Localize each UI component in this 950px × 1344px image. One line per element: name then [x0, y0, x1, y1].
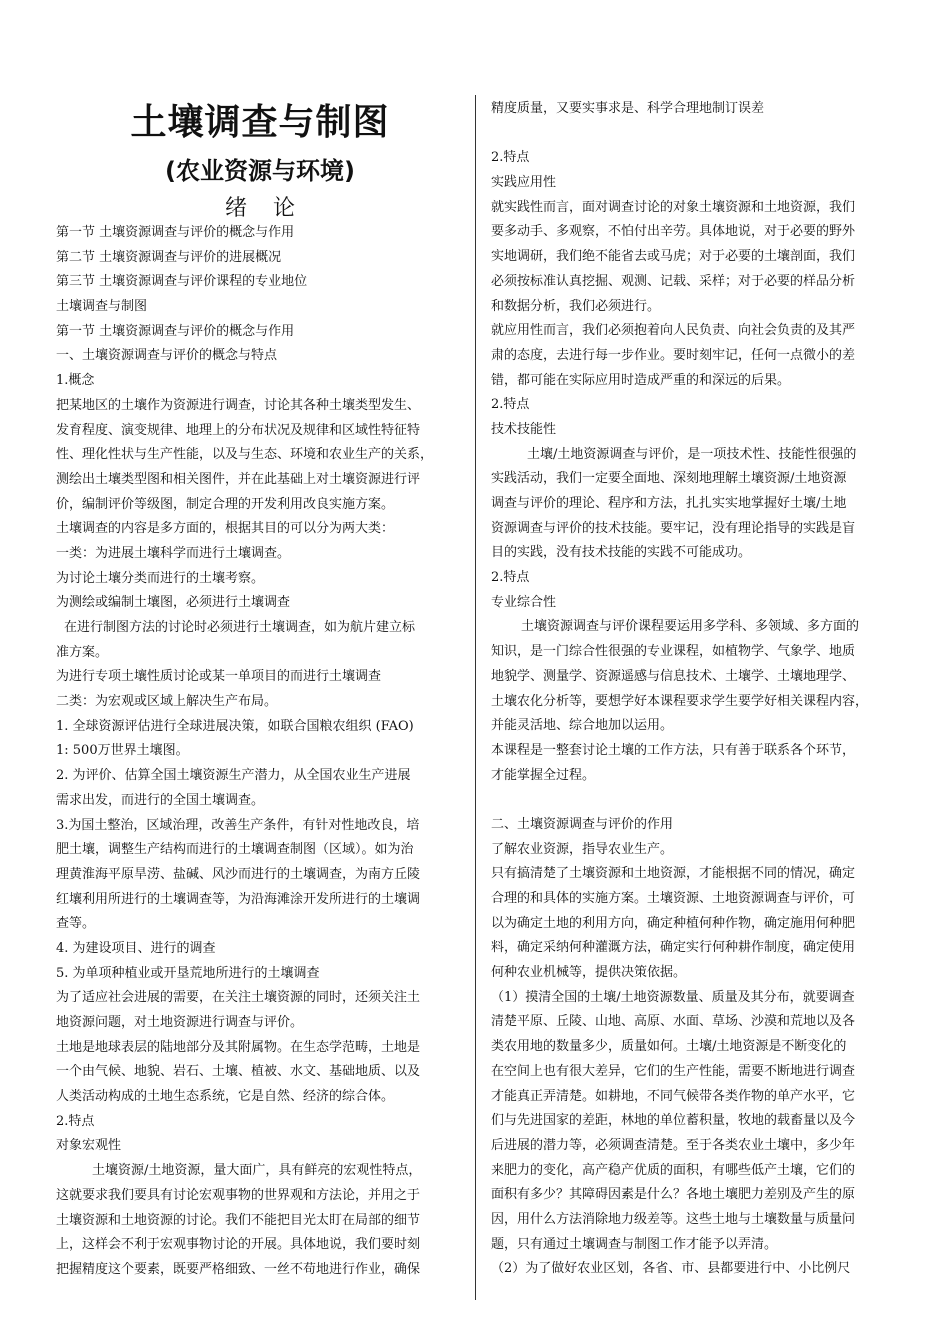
- text-line: 1. 全球资源评估进行全球进展决策，如联合国粮农组织 (FAO): [56, 718, 414, 734]
- text-line: 1.概念: [56, 373, 95, 389]
- intro-heading: 绪论: [224, 196, 321, 221]
- text-line: 第一节 土壤资源调查与评价的概念与作用: [56, 225, 295, 240]
- text-line: 类农用地的数量多少，质量如何。土壤/土地资源是不断变化的: [491, 1039, 847, 1055]
- text-line: 一个由气候、地貌、岩石、土壤、植被、水文、基础地质、以及: [56, 1064, 421, 1080]
- text-line: 合理的和具体的实施方案。土壤资源、土地资源调查与评价，可: [491, 891, 856, 906]
- text-line: 以为确定土地的利用方向，确定种植何种作物，确定施用何种肥: [491, 915, 856, 931]
- text-line: 二、土壤资源调查与评价的作用: [491, 816, 674, 832]
- text-line: 4. 为建设项目、进行的调查: [56, 940, 216, 956]
- text-line: 1: 500万世界土壤图。: [56, 743, 189, 759]
- text-line: 要多动手、多观察，不怕付出辛劳。具体地说，对于必要的野外: [491, 224, 856, 240]
- text-line: 实地调研，我们绝不能省去或马虎；对于必要的土壤剖面，我们: [491, 249, 856, 265]
- text-line: 实践活动，我们一定要全面地、深刻地理解土壤资源/土地资源: [491, 471, 847, 487]
- text-line: 为讨论土壤分类而进行的土壤考察。: [56, 570, 265, 586]
- text-line: 地资源问题，对土地资源进行调查与评价。: [56, 1015, 304, 1030]
- text-line: 土地是地球表层的陆地部分及其附属物。在生态学范畴，土地是: [56, 1039, 421, 1055]
- text-line: 就实践性而言，面对调查讨论的对象土壤资源和土地资源，我们: [491, 199, 856, 215]
- text-line: 2.特点: [56, 1113, 95, 1129]
- text-line: 2. 为评价、估算全国土壤资源生产潜力，从全国农业生产进展: [56, 768, 411, 784]
- text-line: 把某地区的土壤作为资源进行调查，讨论其各种土壤类型发生、: [56, 397, 421, 413]
- text-line: 在空间上也有很大差异，它们的生产性能，需要不断地进行调查: [491, 1063, 856, 1079]
- text-line: 技术技能性: [491, 421, 557, 437]
- text-line: 一类：为进展土壤科学而进行土壤调查。: [56, 545, 291, 561]
- text-line: 才能掌握全过程。: [491, 767, 596, 783]
- text-line: 对象宏观性: [56, 1138, 122, 1154]
- text-line: 2.特点: [491, 397, 530, 413]
- text-line: 土壤调查与制图: [56, 299, 148, 315]
- text-line: 在进行制图方法的讨论时必须进行土壤调查，如为航片建立标: [64, 620, 416, 635]
- text-line: 需求出发，而进行的全国土壤调查。: [56, 792, 265, 808]
- right-column-text: [491, 97, 903, 1282]
- text-line: 理黄淮海平原旱涝、盐碱、风沙而进行的土壤调查，为南方丘陵: [56, 866, 421, 882]
- text-line: 人类活动构成的土地生态系统，它是自然、经济的综合体。: [56, 1089, 395, 1105]
- text-line: 把握精度这个要素，既要严格细致、一丝不苟地进行作业，确保: [56, 1261, 421, 1277]
- text-line: 题，只有通过土壤调查与制图工作才能予以弄清。: [491, 1236, 778, 1252]
- text-line: 因，用什么方法消除地力级差等。这些土地与土壤数量与质量问: [491, 1211, 856, 1227]
- text-line: 并能灵活地、综合地加以运用。: [491, 718, 674, 734]
- text-line: 地貌学、测量学、资源遥感与信息技术、土壤学、土壤地理学、: [491, 668, 856, 684]
- text-line: 何种农业机械等，提供决策依据。: [491, 965, 687, 981]
- text-line: 准方案。: [56, 644, 109, 660]
- text-line: 上，这样会不利于宏观事物讨论的开展。具体地说，我们要时刻: [56, 1237, 421, 1253]
- text-line: [491, 122, 903, 147]
- text-line: 实践应用性: [491, 175, 557, 191]
- text-line: 必须按标准认真挖掘、观测、记载、采样；对于必要的样品分析: [491, 273, 856, 289]
- text-line: （2）为了做好农业区划，各省、市、县都要进行中、小比例尺: [491, 1261, 851, 1277]
- text-line: 性、理化性状与生产性能，以及与生态、环境和农业生产的关系，: [56, 447, 434, 463]
- text-line: 土壤资源和土地资源的讨论。我们不能把目光太盯在局部的细节: [56, 1212, 421, 1228]
- text-line: 2.特点: [491, 150, 530, 166]
- document-subtitle: (农业资源与环境): [165, 157, 355, 185]
- text-line: 土壤/土地资源调查与评价，是一项技术性、技能性很强的: [527, 446, 857, 462]
- text-line: 2.特点: [491, 570, 530, 586]
- text-line: 发育程度、演变规律、地理上的分布状况及规律和区域性特征特: [56, 422, 421, 438]
- text-line: 料，确定采纳何种灌溉方法，确定实行何种耕作制度，确定使用: [491, 940, 856, 956]
- text-line: 面积有多少？其障碍因素是什么？各地土壤肥力差别及产生的原: [491, 1187, 856, 1203]
- text-line: 们与先进国家的差距，林地的单位蓄积量，牧地的载畜量以及今: [491, 1113, 856, 1129]
- text-line: 精度质量，又要实事求是、科学合理地制订误差: [491, 101, 765, 116]
- text-line: 才能真正弄清楚。如耕地，不同气候带各类作物的单产水平，它: [491, 1088, 856, 1104]
- text-line: 二类：为宏观或区域上解决生产布局。: [56, 694, 278, 710]
- left-column-text: [56, 221, 464, 1283]
- text-line: 专业综合性: [491, 594, 557, 610]
- text-line: 只有搞清楚了土壤资源和土地资源，才能根据不同的情况，确定: [491, 866, 856, 882]
- text-line: 一、土壤资源调查与评价的概念与特点: [56, 348, 278, 364]
- text-line: 土壤资源/土地资源，量大面广，具有鲜亮的宏观性特点，: [92, 1163, 422, 1179]
- text-line: 错，都可能在实际应用时造成严重的和深远的后果。: [491, 372, 791, 388]
- text-line: 这就要求我们要具有讨论宏观事物的世界观和方法论，并用之于: [56, 1187, 421, 1203]
- text-line: 本课程是一整套讨论土壤的工作方法，只有善于联系各个环节，: [491, 742, 856, 758]
- text-line: 土壤调查的内容是多方面的，根据其目的可以分为两大类：: [56, 521, 395, 537]
- text-line: 就应用性而言，我们必须抱着向人民负责、向社会负责的及其严: [491, 323, 856, 339]
- text-line: 清楚平原、丘陵、山地、高原、水面、草场、沙漠和荒地以及各: [491, 1014, 856, 1030]
- text-line: 肥土壤，调整生产结构而进行的土壤调查制图（区域）。如为治: [56, 842, 414, 858]
- text-line: 价，编制评价等级图，制定合理的开发利用改良实施方案。: [56, 496, 395, 512]
- text-line: 来肥力的变化，高产稳产优质的面积，有哪些低产土壤，它们的: [491, 1162, 856, 1178]
- text-line: [491, 788, 903, 813]
- text-line: 土壤农化分析等，要想学好本课程要求学生要学好相关课程内容，: [491, 693, 869, 709]
- text-line: 后进展的潜力等，必须调查清楚。至于各类农业土壤中，多少年: [491, 1137, 856, 1153]
- text-line: 肃的态度，去进行每一步作业。要时刻牢记，任何一点微小的差: [491, 347, 856, 363]
- text-line: 为了适应社会进展的需要，在关注土壤资源的同时，还须关注土: [56, 990, 421, 1006]
- text-line: 为测绘或编制土壤图，必须进行土壤调查: [56, 595, 291, 611]
- text-line: 目的实践，没有技术技能的实践不可能成功。: [491, 545, 752, 561]
- column-divider: [475, 95, 476, 1300]
- text-line: 调查与评价的理论、程序和方法，扎扎实实地掌握好土壤/土地: [491, 496, 847, 511]
- text-line: 第三节 土壤资源调查与评价课程的专业地位: [56, 274, 308, 290]
- document-title: 土壤调查与制图: [130, 102, 390, 143]
- text-line: （1）摸清全国的土壤/土地资源数量、质量及其分布，就要调查: [491, 989, 855, 1005]
- text-line: 测绘出土壤类型图和相关图件，并在此基础上对土壤资源进行评: [56, 471, 421, 487]
- text-line: 土壤资源调查与评价课程要运用多学科、多领域、多方面的: [521, 619, 860, 635]
- text-line: 为进行专项土壤性质讨论或某一单项目的而进行土壤调查: [56, 669, 382, 685]
- text-line: 红壤利用所进行的土壤调查等，为沿海滩涂开发所进行的土壤调: [56, 891, 421, 907]
- text-line: 资源调查与评价的技术技能。要牢记，没有理论指导的实践是盲: [491, 520, 856, 536]
- text-line: 5. 为单项种植业或开垦荒地所进行的土壤调查: [56, 965, 320, 981]
- text-line: 了解农业资源，指导农业生产。: [491, 841, 674, 857]
- text-line: 3.为国土整治，区域治理，改善生产条件，有针对性地改良，培: [56, 817, 420, 833]
- text-line: 第二节 土壤资源调查与评价的进展概况: [56, 249, 282, 265]
- text-line: 查等。: [56, 916, 96, 932]
- text-line: 和数据分析，我们必须进行。: [491, 298, 661, 314]
- text-line: 知识，是一门综合性很强的专业课程，如植物学、气象学、地质: [491, 644, 856, 660]
- text-line: 第一节 土壤资源调查与评价的概念与作用: [56, 323, 295, 339]
